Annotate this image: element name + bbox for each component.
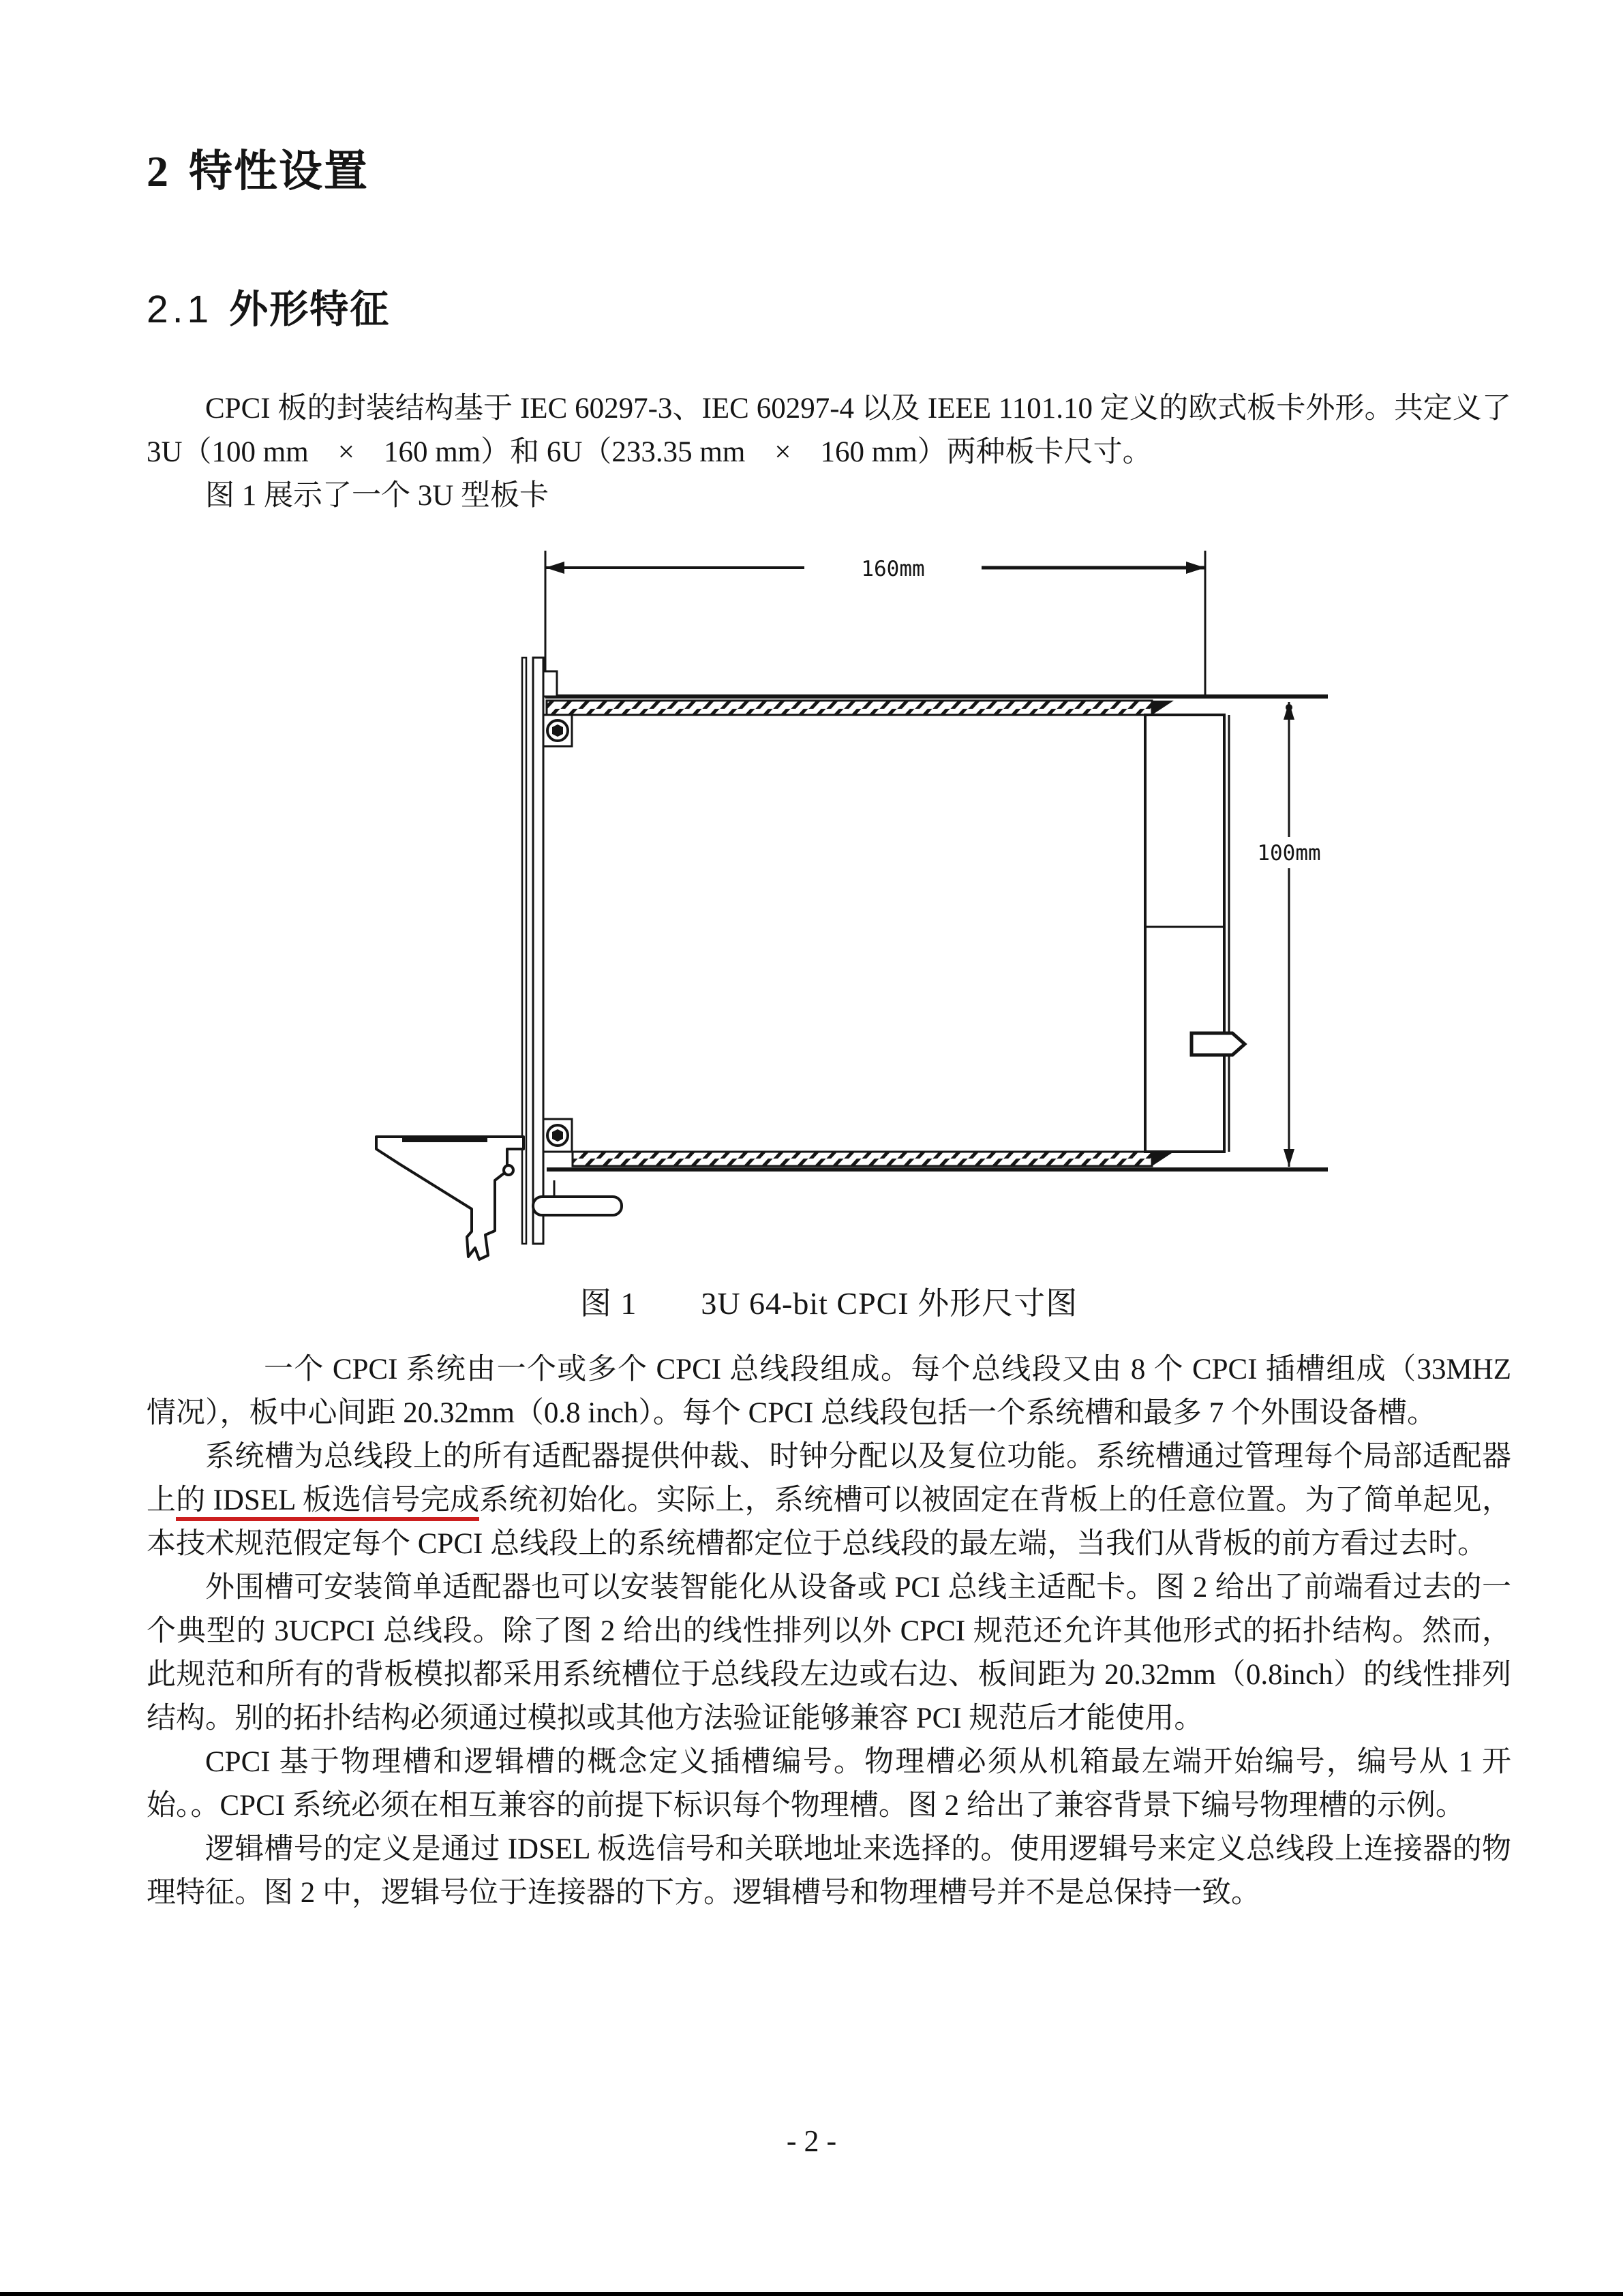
subsection-number: 2.1 <box>147 288 213 331</box>
board-top-edge <box>545 697 1328 715</box>
rear-connector <box>1145 715 1245 1152</box>
cpci-outline-diagram <box>368 545 1363 1271</box>
scan-bottom-edge <box>0 2292 1623 2296</box>
height-dimension <box>1257 702 1320 1167</box>
panel-screw-bottom <box>543 1119 572 1152</box>
para4-pre: 系统槽为总线段上的所有适配器提供仲裁、时钟分配以及复位功能。系统槽通过管理每个局部适配器上 <box>147 1441 1511 1516</box>
subsection-title: 外形特征 <box>229 288 391 331</box>
figure-caption: 图 1 3U 64-bit CPCI 外形尺寸图 <box>579 1286 1078 1321</box>
paragraph-system: 一个 CPCI 系统由一个或多个 CPCI 总线段组成。每个总线段又由 8 个 CPCI 插槽组成（33MHZ 情况），板中心间距 20.32mm（0.8 inch）。每个 CPCI 总线段包括一个系统槽和最多 7 个外围设备槽。 <box>147 1353 1511 1429</box>
guide-bar <box>533 1197 622 1215</box>
paragraph-peripheral-slot: 外围槽可安装简单适配器也可以安装智能化从设备或 PCI 总线主适配卡。图 2 给出了前端看过去的一个典型的 3UCPCI 总线段。除了图 2 给出的线性排列以外 CPCI 规范还允许其他形式的拓扑结构。然而，此规范和所有的背板模拟都采用系统槽位于总线段左边或右边、板间距为 20.32mm（0.8inch）的线性排列结构。别的拓扑结构必须通过模拟或其他方法验证能够兼容 PCI 规范后才能使用。 <box>147 1572 1511 1734</box>
main-text-block <box>147 1348 1511 1915</box>
width-dimension-label: 160mm <box>861 557 925 581</box>
paragraph-overview: CPCI 板的封装结构基于 IEC 60297-3、IEC 60297-4 以及 IEEE 1101.10 定义的欧式板卡外形。共定义了 3U（100 mm × 160 mm）和 6U（233.35 mm × 160 mm）两种板卡尺寸。 <box>147 393 1511 468</box>
subsection-heading <box>147 278 1510 334</box>
front-panel <box>522 658 572 1244</box>
handle-pivot-hole <box>504 1165 513 1175</box>
board-bottom-edge <box>547 1152 1328 1169</box>
para4-post: 系统初始化。实际上，系统槽可以被固定在背板上的任意位置。为了简单起见，本技术规范假定每个 CPCI 总线段上的系统槽都定位于总线段的最左端，当我们从背板的前方看过去时。 <box>147 1484 1512 1560</box>
page-number: - 2 - <box>786 2124 837 2158</box>
section-title: 特性设置 <box>189 147 369 196</box>
connector-key-tab <box>1192 1033 1245 1055</box>
intro-text-block <box>147 387 1511 518</box>
paragraph-system-slot <box>147 1435 1511 1566</box>
para4-red-underlined: 的 IDSEL 板选信号完成 <box>176 1484 479 1521</box>
panel-screw-top <box>543 715 572 746</box>
paragraph-logical-slot: 逻辑槽号的定义是通过 IDSEL 板选信号和关联地址来选择的。使用逻辑号来定义总线段上连接器的物理特征。图 2 中，逻辑号位于连接器的下方。逻辑槽号和物理槽号并不是总保持一致。 <box>147 1833 1511 1909</box>
figure-3u-cpci-drawing <box>368 545 1363 1271</box>
height-dimension-label: 100mm <box>1257 841 1321 866</box>
section-heading <box>147 136 1510 199</box>
width-dimension <box>545 551 1205 697</box>
paragraph-slot-numbering: CPCI 基于物理槽和逻辑槽的概念定义插槽编号。物理槽必须从机箱最左端开始编号，编号从 1 开始。。CPCI 系统必须在相互兼容的前提下标识每个物理槽。图 2 给出了兼容背景下编号物理槽的示例。 <box>147 1746 1511 1822</box>
paragraph-figure-intro: 图 1 展示了一个 3U 型板卡 <box>205 480 549 512</box>
section-number: 2 <box>147 147 170 196</box>
